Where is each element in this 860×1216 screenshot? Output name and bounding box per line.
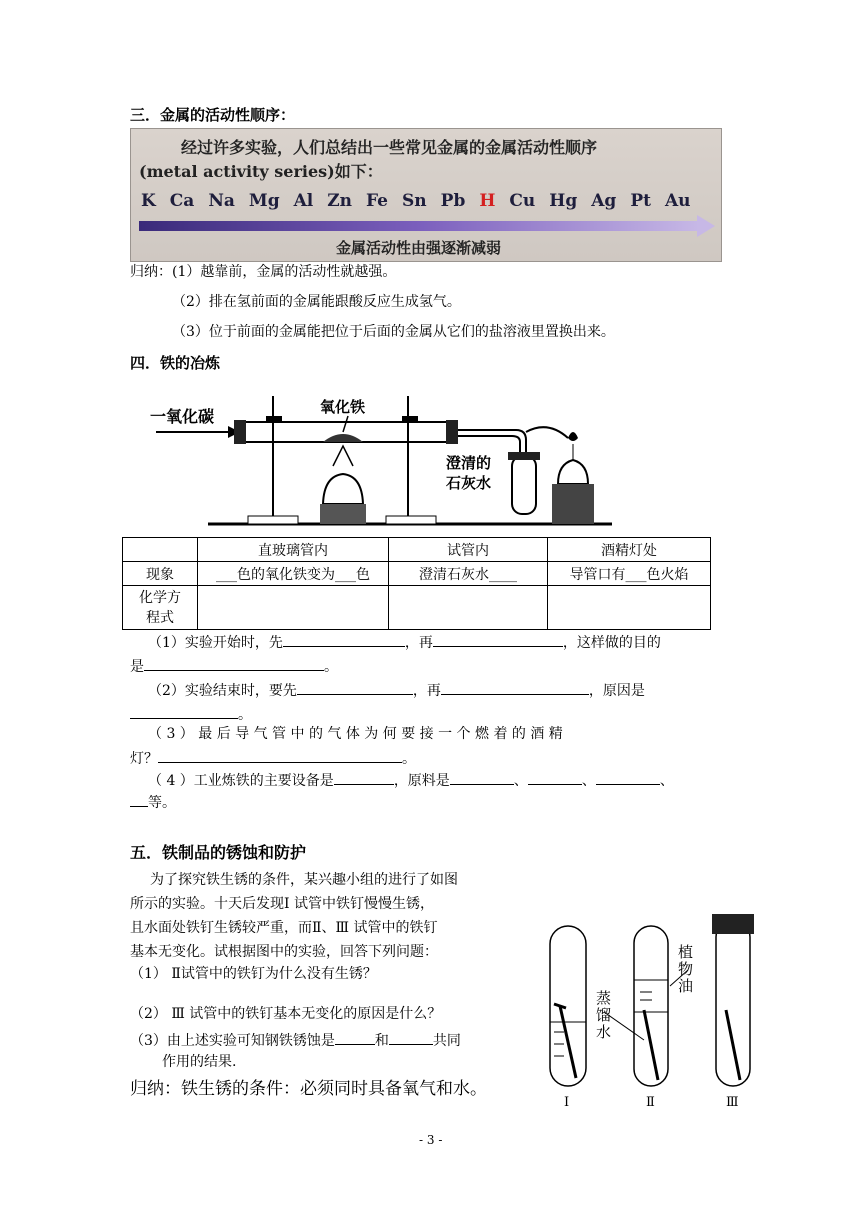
summary-2: （2）排在氢前面的金属能跟酸反应生成氢气。 — [172, 294, 461, 310]
q4-text-c: 等。 — [148, 795, 176, 811]
series-arrow-caption: 金属活动性由强逐渐减弱 — [336, 239, 502, 257]
q4-blank-1[interactable] — [334, 770, 394, 785]
section4-heading: 四．铁的冶炼 — [130, 354, 221, 372]
series-arrow-head — [697, 215, 715, 237]
q4-blank-4[interactable] — [596, 770, 660, 785]
metal-hg: Hg — [549, 191, 578, 211]
metal-k: K — [141, 191, 156, 211]
q1-text-b: ，再 — [404, 635, 433, 651]
s5-q3-text-b: 和 — [374, 1033, 389, 1049]
intro-1: 为了探究铁生锈的条件，某兴趣小组的进行了如图 — [150, 872, 458, 888]
s5-q3-blank-1[interactable] — [335, 1030, 375, 1045]
s5-q3-line — [130, 1030, 461, 1051]
table-header-0 — [123, 538, 198, 562]
metal-pt: Pt — [630, 191, 651, 211]
q2-blank-2[interactable] — [441, 680, 589, 695]
q2-text-c: ，原因是 — [588, 683, 645, 699]
rust-experiment-diagram — [540, 910, 760, 1110]
metal-al: Al — [293, 191, 314, 211]
q3-line-2: 灯？ 。 — [130, 748, 416, 769]
label-limewater-1: 澄清的 — [446, 454, 492, 472]
s5-q2: （2） Ⅲ 试管中的铁钉基本无变化的原因是什么？ — [130, 1006, 442, 1022]
metal-na: Na — [208, 191, 235, 211]
q2-blank-3[interactable] — [130, 704, 238, 719]
s5-conclusion: 归纳：铁生锈的条件：必须同时具备氧气和水。 — [130, 1079, 487, 1099]
q2-text-b: ，再 — [412, 683, 441, 699]
q1-line — [148, 632, 661, 653]
table-header-1: 直玻璃管内 — [198, 538, 389, 562]
summary-1: 归纳：(1）越靠前，金属的活动性就越强。 — [130, 264, 397, 280]
q1-text-a: （1）实验开始时，先 — [148, 635, 283, 651]
q1-blank-3[interactable] — [144, 656, 324, 671]
q4-line: （ 4 ）工业炼铁的主要设备是 ，原料是 、 、 、 — [148, 770, 674, 791]
metal-zn: Zn — [327, 191, 353, 211]
row-equation-label: 化学方 程式 — [123, 586, 198, 630]
q4-blank-2[interactable] — [450, 770, 514, 785]
section5-heading: 五．铁制品的锈蚀和防护 — [130, 843, 307, 862]
section3-heading: 三．金属的活动性顺序： — [130, 106, 296, 124]
intro-4: 基本无变化。试根据图中的实验，回答下列问题： — [130, 944, 438, 960]
cell-glass-tube[interactable]: ___色的氧化铁变为___色 — [198, 562, 389, 586]
q4-line-2 — [130, 792, 176, 813]
s5-q3-text-a: （3）由上述实验可知钢铁锈蚀是 — [130, 1033, 335, 1049]
q1-text-c: ，这样做的目的 — [562, 635, 661, 651]
table-header-3: 酒精灯处 — [548, 538, 711, 562]
metal-activity-series-image — [130, 128, 722, 262]
series-caption-1: 经过许多实验，人们总结出一些常见金属的金属活动性顺序 — [181, 138, 598, 157]
metal-fe: Fe — [366, 191, 389, 211]
label-limewater-2: 石灰水 — [446, 474, 492, 492]
s5-q3-line-2: 作用的结果. — [162, 1054, 237, 1070]
tube-label-3: Ⅲ — [726, 1095, 739, 1110]
intro-2: 所示的实验。十天后发现Ⅰ 试管中铁钉慢慢生锈， — [130, 896, 434, 912]
summary-3: （3）位于前面的金属能把位于后面的金属从它们的盐溶液里置换出来。 — [172, 324, 615, 340]
metal-au: Au — [664, 191, 691, 211]
cell-equation-1[interactable] — [198, 586, 389, 630]
q4-text-a: （ 4 ）工业炼铁的主要设备是 — [148, 773, 334, 789]
q3-blank[interactable] — [158, 748, 402, 763]
phenomena-table — [122, 537, 711, 630]
tube-label-2: Ⅱ — [646, 1095, 655, 1110]
metal-cu: Cu — [509, 191, 536, 211]
s5-q3-blank-2[interactable] — [389, 1030, 433, 1045]
q1-blank-2[interactable] — [433, 632, 563, 647]
q3-line: （ 3 ） 最 后 导 气 管 中 的 气 体 为 何 要 接 一 个 燃 着 的 酒 精 — [148, 726, 563, 742]
q3-text-b: 灯？ — [130, 751, 158, 767]
page-number: - 3 - — [419, 1133, 443, 1147]
q2-line-2: 。 — [130, 704, 252, 725]
label-vegetable-oil: 植物油 — [678, 943, 694, 995]
q2-line — [148, 680, 645, 701]
q2-blank-1[interactable] — [297, 680, 413, 695]
q1-text-d: 是 — [130, 659, 144, 675]
label-iron-oxide: 氧化铁 — [320, 398, 366, 416]
q4-blank-3[interactable] — [528, 770, 582, 785]
s5-q1: （1） Ⅱ试管中的铁钉为什么没有生锈？ — [130, 966, 377, 982]
series-arrow — [139, 221, 699, 231]
q4-blank-5[interactable] — [130, 792, 148, 807]
metal-ca: Ca — [169, 191, 195, 211]
tube-label-1: Ⅰ — [564, 1095, 570, 1110]
q4-text-b: ，原料是 — [393, 773, 450, 789]
metal-pb: Pb — [440, 191, 466, 211]
label-co: 一氧化碳 — [150, 407, 215, 426]
series-caption-2: (metal activity series)如下： — [139, 162, 383, 181]
q1-blank-1[interactable] — [283, 632, 405, 647]
cell-lamp[interactable]: 导管口有___色火焰 — [548, 562, 711, 586]
q2-text-a: （2）实验结束时，要先 — [148, 683, 297, 699]
metal-sn: Sn — [402, 191, 427, 211]
cell-equation-3[interactable] — [548, 586, 711, 630]
cell-equation-2[interactable] — [389, 586, 548, 630]
iron-smelting-apparatus-diagram — [128, 376, 618, 528]
s5-q3-text-c: 共同 — [432, 1033, 461, 1049]
metal-h: H — [479, 191, 496, 211]
label-distilled-water: 蒸馏水 — [596, 989, 612, 1041]
metal-list — [141, 191, 705, 211]
intro-3: 且水面处铁钉生锈较严重，而Ⅱ、Ⅲ 试管中的铁钉 — [130, 920, 438, 936]
row-phenomenon-label: 现象 — [123, 562, 198, 586]
q1-line-2: 是 。 — [130, 656, 338, 677]
cell-test-tube[interactable]: 澄清石灰水____ — [389, 562, 548, 586]
metal-mg: Mg — [248, 191, 280, 211]
metal-ag: Ag — [591, 191, 617, 211]
table-header-2: 试管内 — [389, 538, 548, 562]
